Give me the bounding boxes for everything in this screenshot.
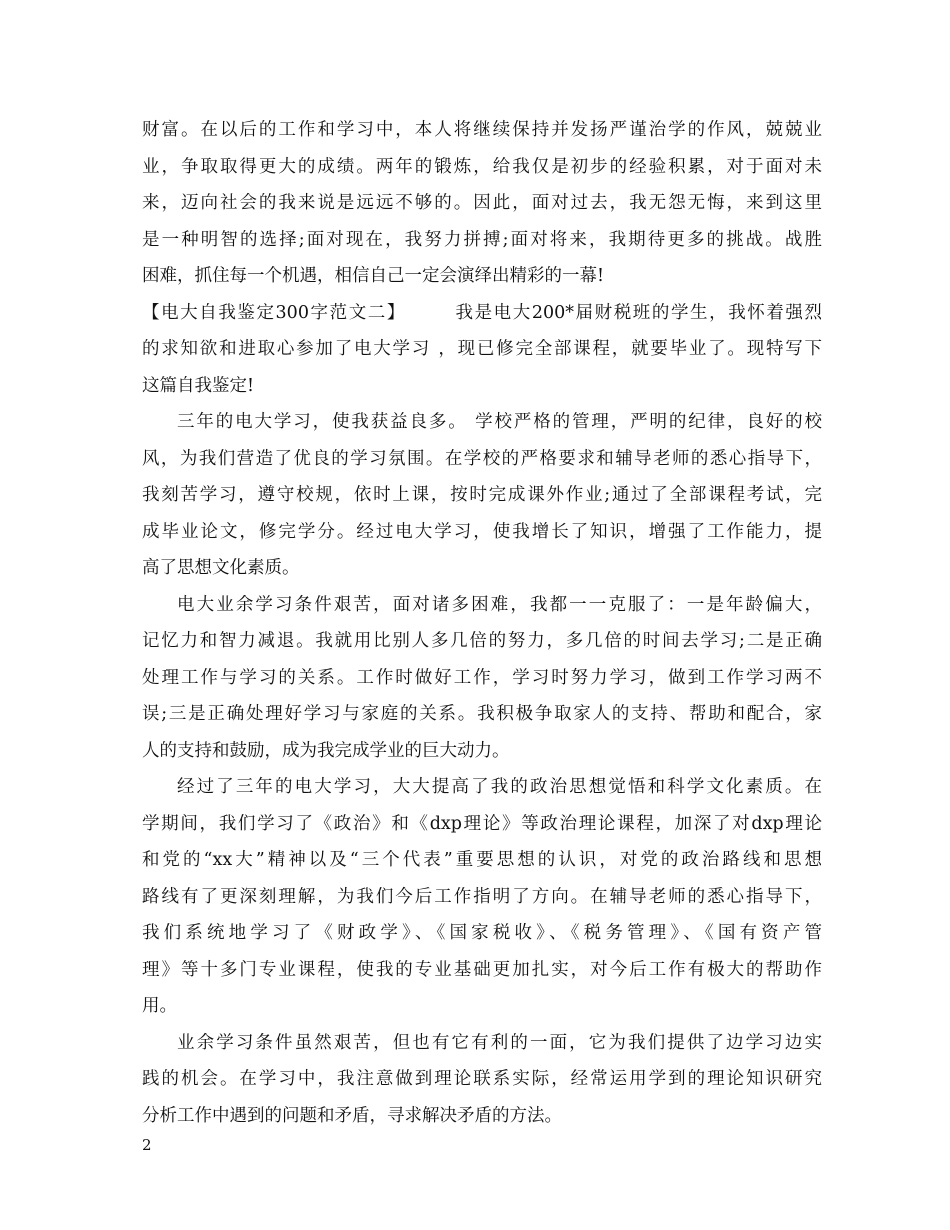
text-line: 用。 <box>142 996 177 1016</box>
text-line: 经过了三年的电大学习，大大提高了我的政治思想觉悟和科学文化素质。在 <box>177 777 822 797</box>
text-line: 是一种明智的选择;面对现在，我努力拼搏;面对将来，我期待更多的挑战。战胜 <box>142 229 822 250</box>
document-body <box>142 112 822 1134</box>
text-line: 践的机会。在学习中，我注意做到理论联系实际，经常运用学到的理论知识研究 <box>142 1069 822 1089</box>
text-line: 学期间，我们学习了《政治》和《dxp理论》等政治理论课程，加深了对dxp理论 <box>142 813 822 834</box>
paragraph <box>142 587 822 770</box>
text-line: 分析工作中遇到的问题和矛盾，寻求解决矛盾的方法。 <box>142 1105 562 1126</box>
text-line: 这篇自我鉴定! <box>142 375 255 396</box>
text-line: 误;三是正确处理好学习与家庭的关系。我积极争取家人的支持、帮助和配合，家 <box>142 704 822 724</box>
text-line: 来，迈向社会的我来说是远远不够的。因此，面对过去，我无怨无悔，来到这里 <box>142 193 822 213</box>
text-line: 三年的电大学习，使我获益良多。 学校严格的管理，严明的纪律，良好的校 <box>177 412 822 432</box>
page-number: 2 <box>142 1136 152 1154</box>
text-line: 业，争取取得更大的成绩。两年的锻炼，给我仅是初步的经验积累，对于面对未 <box>142 156 822 177</box>
text-line: 成毕业论文，修完学分。经过电大学习，使我增长了知识，增强了工作能力，提 <box>142 521 822 542</box>
heading-line <box>142 295 822 332</box>
paragraph <box>142 1025 822 1135</box>
text-line: 理》等十多门专业课程，使我的专业基础更加扎实，对今后工作有极大的帮助作 <box>142 959 822 980</box>
text-line: 和党的“xx大”精神以及“三个代表”重要思想的认识，对党的政治路线和思想 <box>142 850 822 870</box>
text-line: 风，为我们营造了优良的学习氛围。在学校的严格要求和辅导老师的悉心指导下， <box>142 448 822 469</box>
text-line: 我们系统地学习了《财政学》、《国家税收》、《税务管理》、《国有资产管 <box>142 923 822 943</box>
text-line: 记忆力和智力减退。我就用比别人多几倍的努力，多几倍的时间去学习;二是正确 <box>142 631 822 651</box>
paragraph-continuation <box>142 112 822 295</box>
section-heading-paragraph <box>142 295 822 405</box>
text-line: 业余学习条件虽然艰苦，但也有它有利的一面，它为我们提供了边学习边实 <box>177 1032 822 1053</box>
heading-text: 我是电大200*届财税班的学生，我怀着强烈 <box>453 302 823 323</box>
text-line: 人的支持和鼓励，成为我完成学业的巨大动力。 <box>142 740 510 761</box>
text-line: 财富。在以后的工作和学习中，本人将继续保持并发扬严谨治学的作风，兢兢业 <box>142 120 822 140</box>
text-line: 高了思想文化素质。 <box>142 558 300 578</box>
text-line: 我刻苦学习，遵守校规，依时上课，按时完成课外作业;通过了全部课程考试，完 <box>142 485 822 505</box>
text-line: 路线有了更深刻理解，为我们今后工作指明了方向。在辅导老师的悉心指导下， <box>142 886 822 907</box>
text-line: 电大业余学习条件艰苦，面对诸多困难，我都一一克服了：一是年龄偏大， <box>177 594 822 615</box>
paragraph <box>142 769 822 1025</box>
paragraph <box>142 404 822 587</box>
text-line: 困难，抓住每一个机遇，相信自己一定会演绎出精彩的一幕! <box>142 266 605 286</box>
text-line: 处理工作与学习的关系。工作时做好工作，学习时努力学习，做到工作学习两不 <box>142 667 822 688</box>
text-line: 的求知欲和进取心参加了电大学习 ，现已修完全部课程，就要毕业了。现特写下 <box>142 339 822 359</box>
section-heading: 【电大自我鉴定300字范文二】 <box>142 302 406 323</box>
